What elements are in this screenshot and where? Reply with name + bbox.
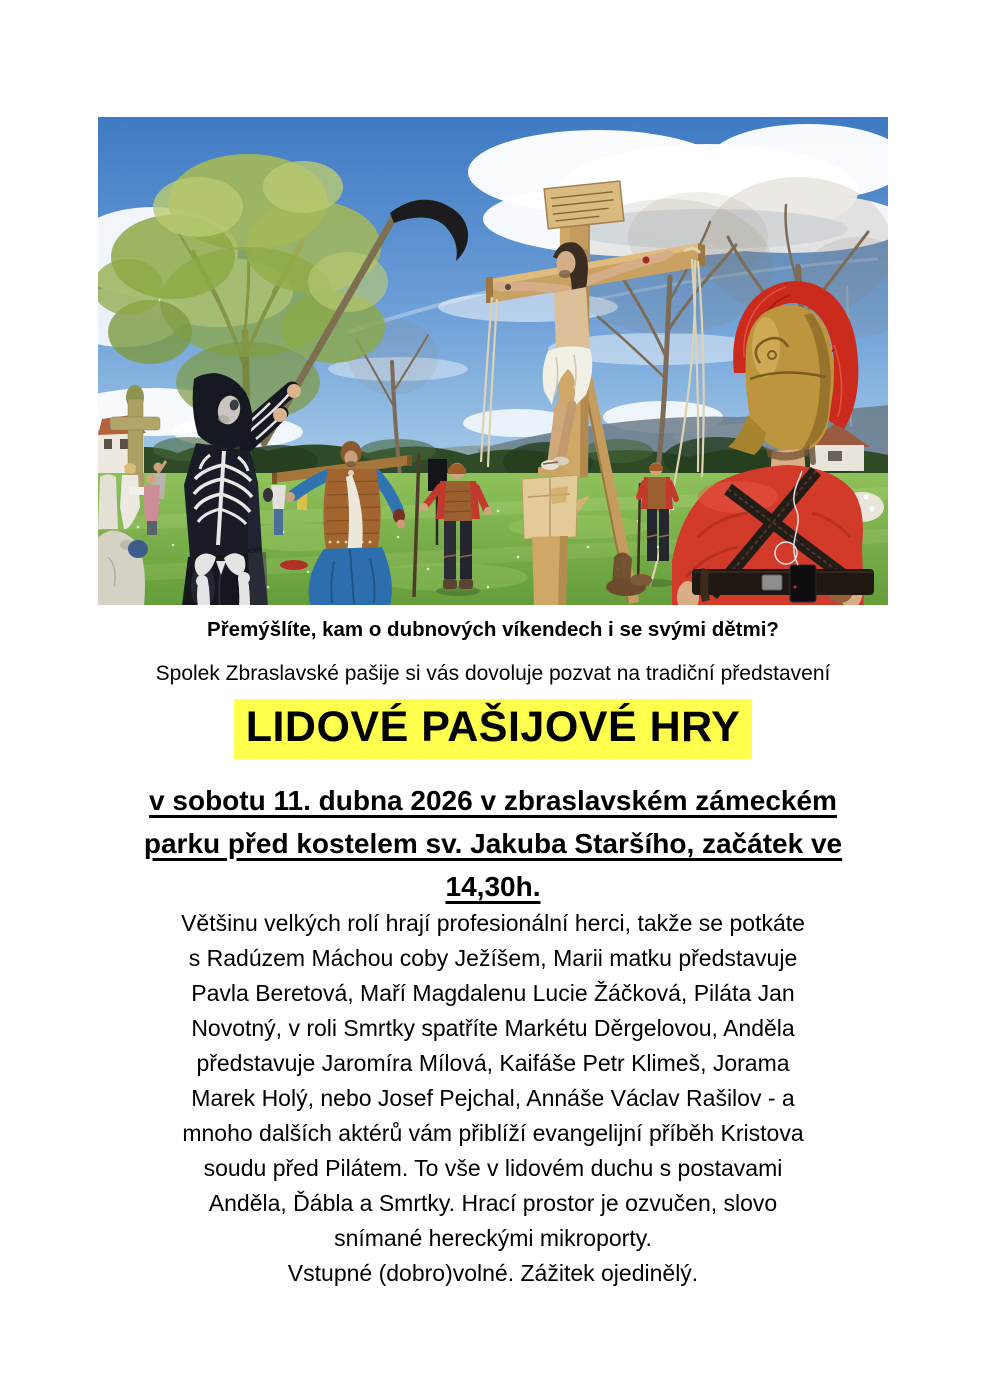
event-line: v sobotu 11. dubna 2026 v zbraslavském zámeckém xyxy=(149,785,837,816)
title-row xyxy=(0,699,986,759)
titulus-sign xyxy=(544,181,624,229)
passion-play-scene xyxy=(98,117,888,605)
lead-invitation: Spolek Zbraslavské pašije si vás dovoluje pozvat na tradiční představení xyxy=(155,662,831,685)
event-title: LIDOVÉ PAŠIJOVÉ HRY xyxy=(234,699,753,759)
body-line: Marek Holý, nebo Josef Pejchal, Annáše Václav Rašilov - a xyxy=(191,1085,795,1111)
body-line: Pavla Beretová, Maří Magdalenu Lucie Žáčková, Piláta Jan xyxy=(191,980,795,1006)
body-line: Vstupné (dobro)volné. Zážitek ojedinělý. xyxy=(287,1260,699,1286)
kneeling-figure xyxy=(98,531,148,605)
event-photo xyxy=(98,117,888,605)
event-line: 14,30h. xyxy=(445,871,541,902)
belt xyxy=(692,569,874,595)
body-line: Novotný, v roli Smrtky spatříte Markétu Děrgelovou, Anděla xyxy=(191,1015,795,1041)
mic-pack xyxy=(790,565,816,602)
body-line: představuje Jaromíra Mílová, Kaifáše Petr Klimeš, Jorama xyxy=(196,1050,790,1076)
lead-question: Přemýšlíte, kam o dubnových víkendech i se svými dětmi? xyxy=(207,618,779,641)
body-line: soudu před Pilátem. To vše v lidovém duchu s postavami xyxy=(203,1155,783,1181)
body-line: Anděla, Ďábla a Smrtky. Hrací prostor je ozvučen, slovo xyxy=(208,1190,778,1216)
body-line: s Radúzem Máchou coby Ježíšem, Marii matku představuje xyxy=(188,945,798,971)
body-line: mnoho dalších aktérů vám přiblíží evangelijní příběh Kristova xyxy=(182,1120,804,1146)
event-line: parku před kostelem sv. Jakuba Staršího, začátek ve xyxy=(143,828,843,859)
body-line: Většinu velkých rolí hrají profesionální herci, takže se potkáte xyxy=(181,910,805,936)
body-paragraph xyxy=(53,906,933,1291)
body-line: snímané hereckými mikroporty. xyxy=(334,1225,652,1251)
event-details-heading xyxy=(0,779,986,908)
